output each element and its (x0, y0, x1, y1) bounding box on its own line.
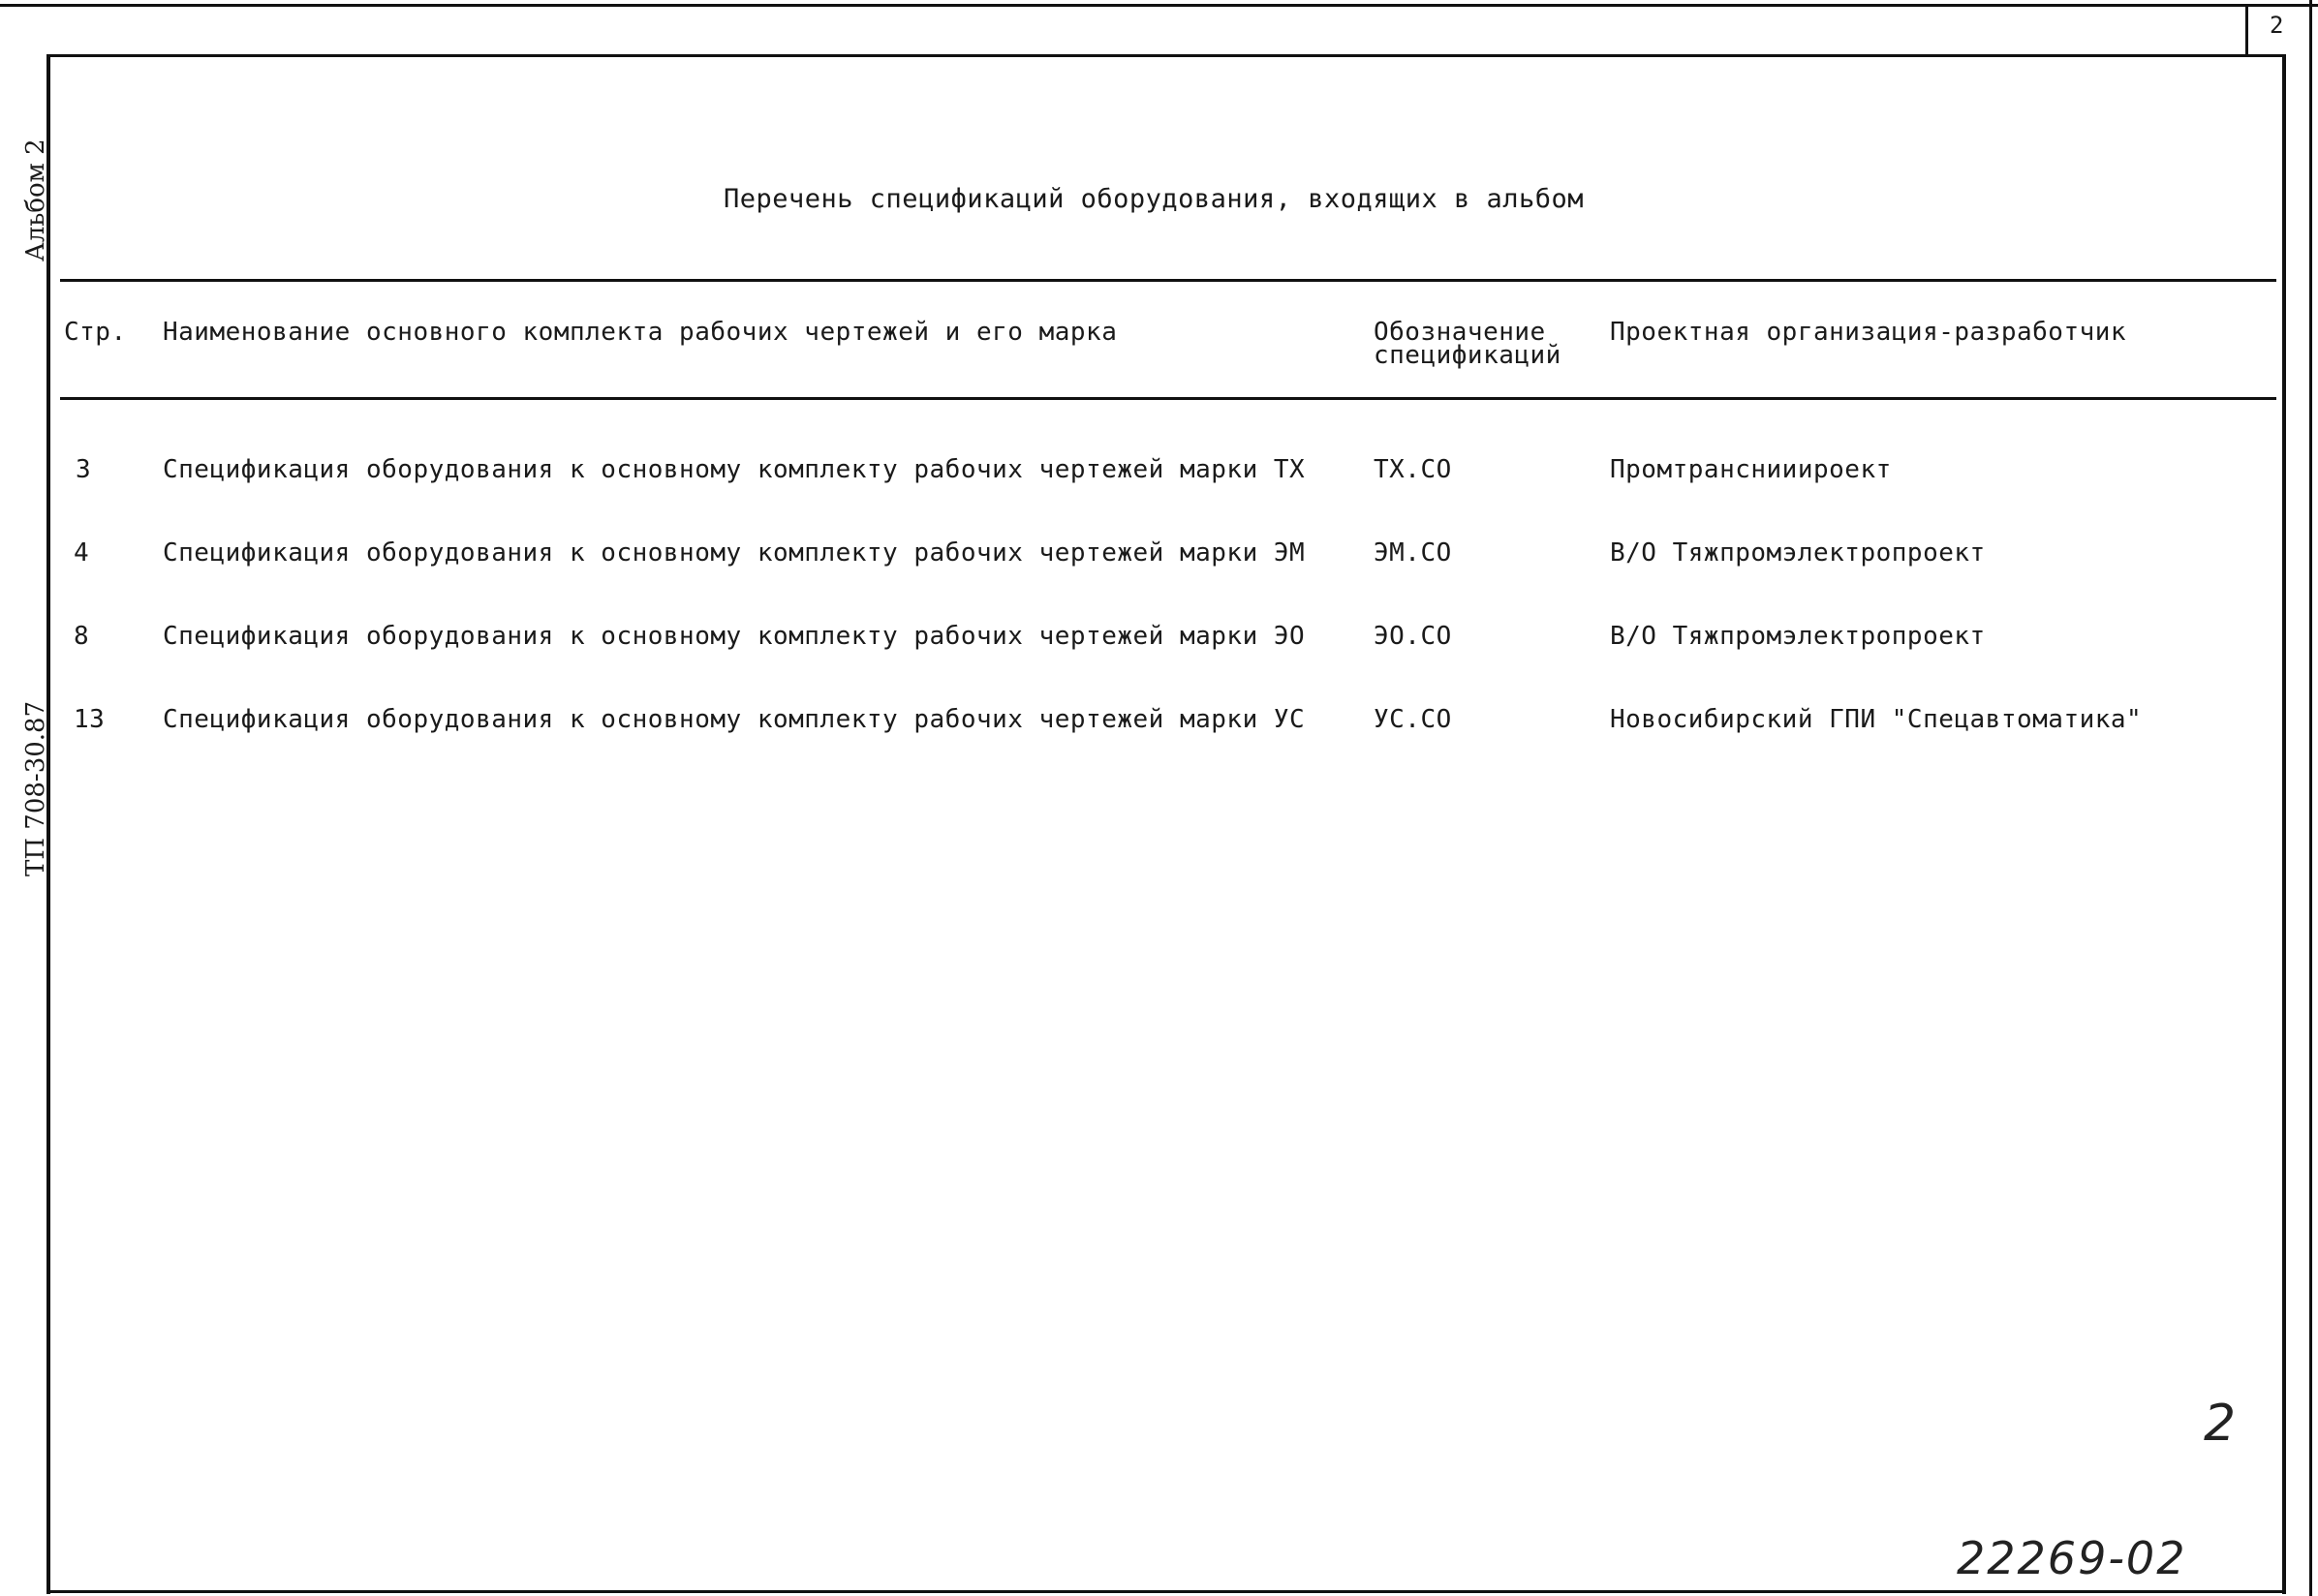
row-organization: В/О Тяжпромэлектропроект (1610, 538, 1986, 568)
header-bottom-rule (60, 397, 2276, 400)
document-title: Перечень спецификаций оборудования, входящих в альбом (724, 184, 1585, 214)
row-organization: Новосибирский ГПИ "Спецавтоматика" (1610, 705, 2143, 734)
row-page: 3 (76, 455, 92, 484)
row-designation: ЭО.СО (1374, 622, 1452, 651)
project-code-side-label: ТП 708-30.87 (21, 700, 50, 876)
row-name: Спецификация оборудования к основному комплекту рабочих чертежей марки УС (163, 705, 1306, 734)
frame-right-border (2282, 54, 2286, 1594)
header-organization: Проектная организация-разработчик (1610, 318, 2127, 347)
sheet-box-left (2245, 4, 2248, 56)
header-page: Стр. (64, 318, 127, 347)
row-organization: В/О Тяжпромэлектропроект (1610, 622, 1986, 651)
frame-bottom-border (46, 1590, 2286, 1593)
sheet-number: 2 (2270, 12, 2284, 39)
page-right-edge-line (2309, 0, 2312, 1596)
row-designation: ТХ.СО (1374, 455, 1452, 484)
table-row (0, 622, 2318, 660)
frame-top-border (46, 54, 2284, 57)
row-name: Спецификация оборудования к основному комплекту рабочих чертежей марки ТХ (163, 455, 1306, 484)
row-organization: Промтранснииироект (1610, 455, 1892, 484)
handwritten-inventory-number: 22269-02 (1957, 1532, 2187, 1584)
album-side-label: Альбом 2 (21, 138, 50, 261)
table-row (0, 455, 2318, 494)
header-name: Наименование основного комплекта рабочих чертежей и его марка (163, 318, 1118, 347)
row-designation: УС.СО (1374, 705, 1452, 734)
table-row (0, 705, 2318, 744)
row-designation: ЭМ.СО (1374, 538, 1452, 568)
row-name: Спецификация оборудования к основному комплекту рабочих чертежей марки ЭО (163, 622, 1306, 651)
row-page: 8 (74, 622, 90, 651)
table-row (0, 538, 2318, 577)
header-designation-line1: Обозначение (1374, 318, 1546, 347)
row-page: 13 (74, 705, 106, 734)
row-name: Спецификация оборудования к основному комплекту рабочих чертежей марки ЭМ (163, 538, 1306, 568)
header-top-rule (60, 279, 2276, 282)
header-designation-line2: спецификаций (1374, 341, 1561, 370)
row-page: 4 (74, 538, 90, 568)
handwritten-page-mark: 2 (2204, 1395, 2237, 1453)
top-edge-line (0, 4, 2318, 7)
